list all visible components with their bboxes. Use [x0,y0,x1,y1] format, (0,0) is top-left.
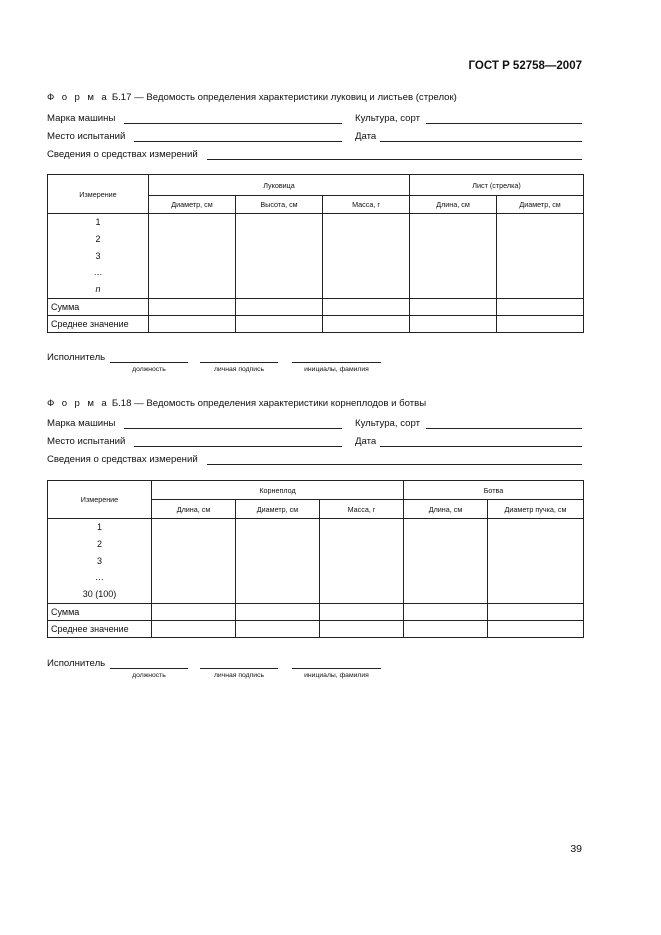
form18-place-line [134,446,342,447]
form18-col-header: Диаметр пучка, см [488,500,584,519]
form18-culture-label: Культура, сорт [355,418,420,429]
data-cell[interactable] [320,603,404,620]
form17-title-text: Б.17 — Ведомость определения характеристики луковиц и листьев (стрелок) [109,92,457,103]
form18-col-header: Диаметр, см [236,500,320,519]
form18-title-text: Б.18 — Ведомость определения характеристики корнеплодов и ботвы [109,398,427,409]
form18-col-header: Длина, см [404,500,488,519]
measure-row-label: 30 (100) [82,589,117,600]
data-cell[interactable] [236,620,320,637]
form18-culture-line [426,428,582,429]
form18-date-line [380,446,582,447]
data-cell[interactable] [410,298,497,315]
form17-measure-header: Измерение [48,175,149,214]
page-number: 39 [570,843,582,855]
data-cell[interactable] [149,315,236,332]
form18-measure-list [48,519,152,604]
measure-row-label: n [95,284,101,295]
data-cell[interactable] [497,315,584,332]
measure-row-label: 2 [95,233,101,244]
form17-group-leaf: Лист (стрелка) [410,175,584,196]
data-cell[interactable] [488,620,584,637]
form17-sum-label: Сумма [48,298,149,315]
form17-culture-label: Культура, сорт [355,113,420,124]
form17-date-line [380,141,582,142]
form18-place-label: Место испытаний [47,436,126,447]
form18-machine-line [124,428,342,429]
form18-group-tops: Ботва [404,481,584,500]
form17-position-caption: должность [132,366,166,373]
form17-group-bulb: Луковица [149,175,410,196]
form18-col-header: Масса, г [320,500,404,519]
form18-position-caption: должность [132,672,166,679]
form17-title [47,92,457,103]
form18-machine-label: Марка машины [47,418,116,429]
data-cell[interactable] [410,315,497,332]
form17-instruments-line [207,159,582,160]
data-cell[interactable] [497,214,584,299]
form17-signature-line [200,362,278,363]
data-cell[interactable] [236,298,323,315]
form18-name-line [292,668,381,669]
form18-signature-caption: личная подпись [213,672,265,679]
form17-executor-label: Исполнитель [47,352,106,363]
measure-row-label: … [93,267,103,278]
form17-machine-line [124,123,342,124]
form18-position-line [110,668,188,669]
data-cell[interactable] [404,603,488,620]
form17-culture-line [426,123,582,124]
form17-table [47,174,584,333]
form18-sum-label: Сумма [48,603,152,620]
data-cell[interactable] [236,603,320,620]
data-cell[interactable] [323,315,410,332]
form17-place-line [134,141,342,142]
form18-name-caption: инициалы, фамилия [304,672,369,679]
measure-row-label: 3 [95,250,101,261]
form18-col-header: Длина, см [152,500,236,519]
data-cell[interactable] [236,214,323,299]
form17-name-line [292,362,381,363]
form17-mean-label: Среднее значение [48,315,149,332]
form18-title [47,398,426,409]
form17-position-line [110,362,188,363]
form18-measure-header: Измерение [48,481,152,519]
data-cell[interactable] [404,519,488,604]
form17-signature-caption: личная подпись [213,366,265,373]
form18-date-label: Дата [355,436,377,447]
measure-row-label: 1 [96,522,102,532]
form18-prefix: Ф о р м а [47,398,110,409]
data-cell[interactable] [152,620,236,637]
form18-mean-label: Среднее значение [48,620,152,637]
data-cell[interactable] [320,620,404,637]
measure-row-label: 3 [96,555,102,566]
form18-instruments-line [207,464,582,465]
form17-place-label: Место испытаний [47,131,126,142]
data-cell[interactable] [497,298,584,315]
form17-col-header: Масса, г [323,196,410,214]
data-cell[interactable] [149,298,236,315]
data-cell[interactable] [488,603,584,620]
data-cell[interactable] [323,298,410,315]
data-cell[interactable] [320,519,404,604]
form17-instruments-label: Сведения о средствах измерений [47,149,198,160]
data-cell[interactable] [149,214,236,299]
measure-row-label: … [95,572,104,583]
data-cell[interactable] [236,315,323,332]
form17-date-label: Дата [355,131,377,142]
form17-col-header: Диаметр, см [497,196,584,214]
measure-row-label: 1 [95,217,101,227]
form17-name-caption: инициалы, фамилия [304,366,369,373]
form17-col-header: Высота, см [236,196,323,214]
form17-col-header: Длина, см [410,196,497,214]
form17-measure-list [48,214,149,299]
measure-row-label: 2 [96,538,102,549]
data-cell[interactable] [152,603,236,620]
data-cell[interactable] [323,214,410,299]
form17-prefix: Ф о р м а [47,92,110,103]
data-cell[interactable] [404,620,488,637]
form17-col-header: Диаметр, см [149,196,236,214]
form18-executor-label: Исполнитель [47,658,106,669]
form17-machine-label: Марка машины [47,113,116,124]
form18-instruments-label: Сведения о средствах измерений [47,454,198,465]
data-cell[interactable] [236,519,320,604]
form18-group-root: Корнеплод [152,481,404,500]
standard-number: ГОСТ Р 52758—2007 [468,60,582,72]
data-cell[interactable] [488,519,584,604]
data-cell[interactable] [152,519,236,604]
form18-signature-line [200,668,278,669]
form18-table [47,480,584,638]
data-cell[interactable] [410,214,497,299]
